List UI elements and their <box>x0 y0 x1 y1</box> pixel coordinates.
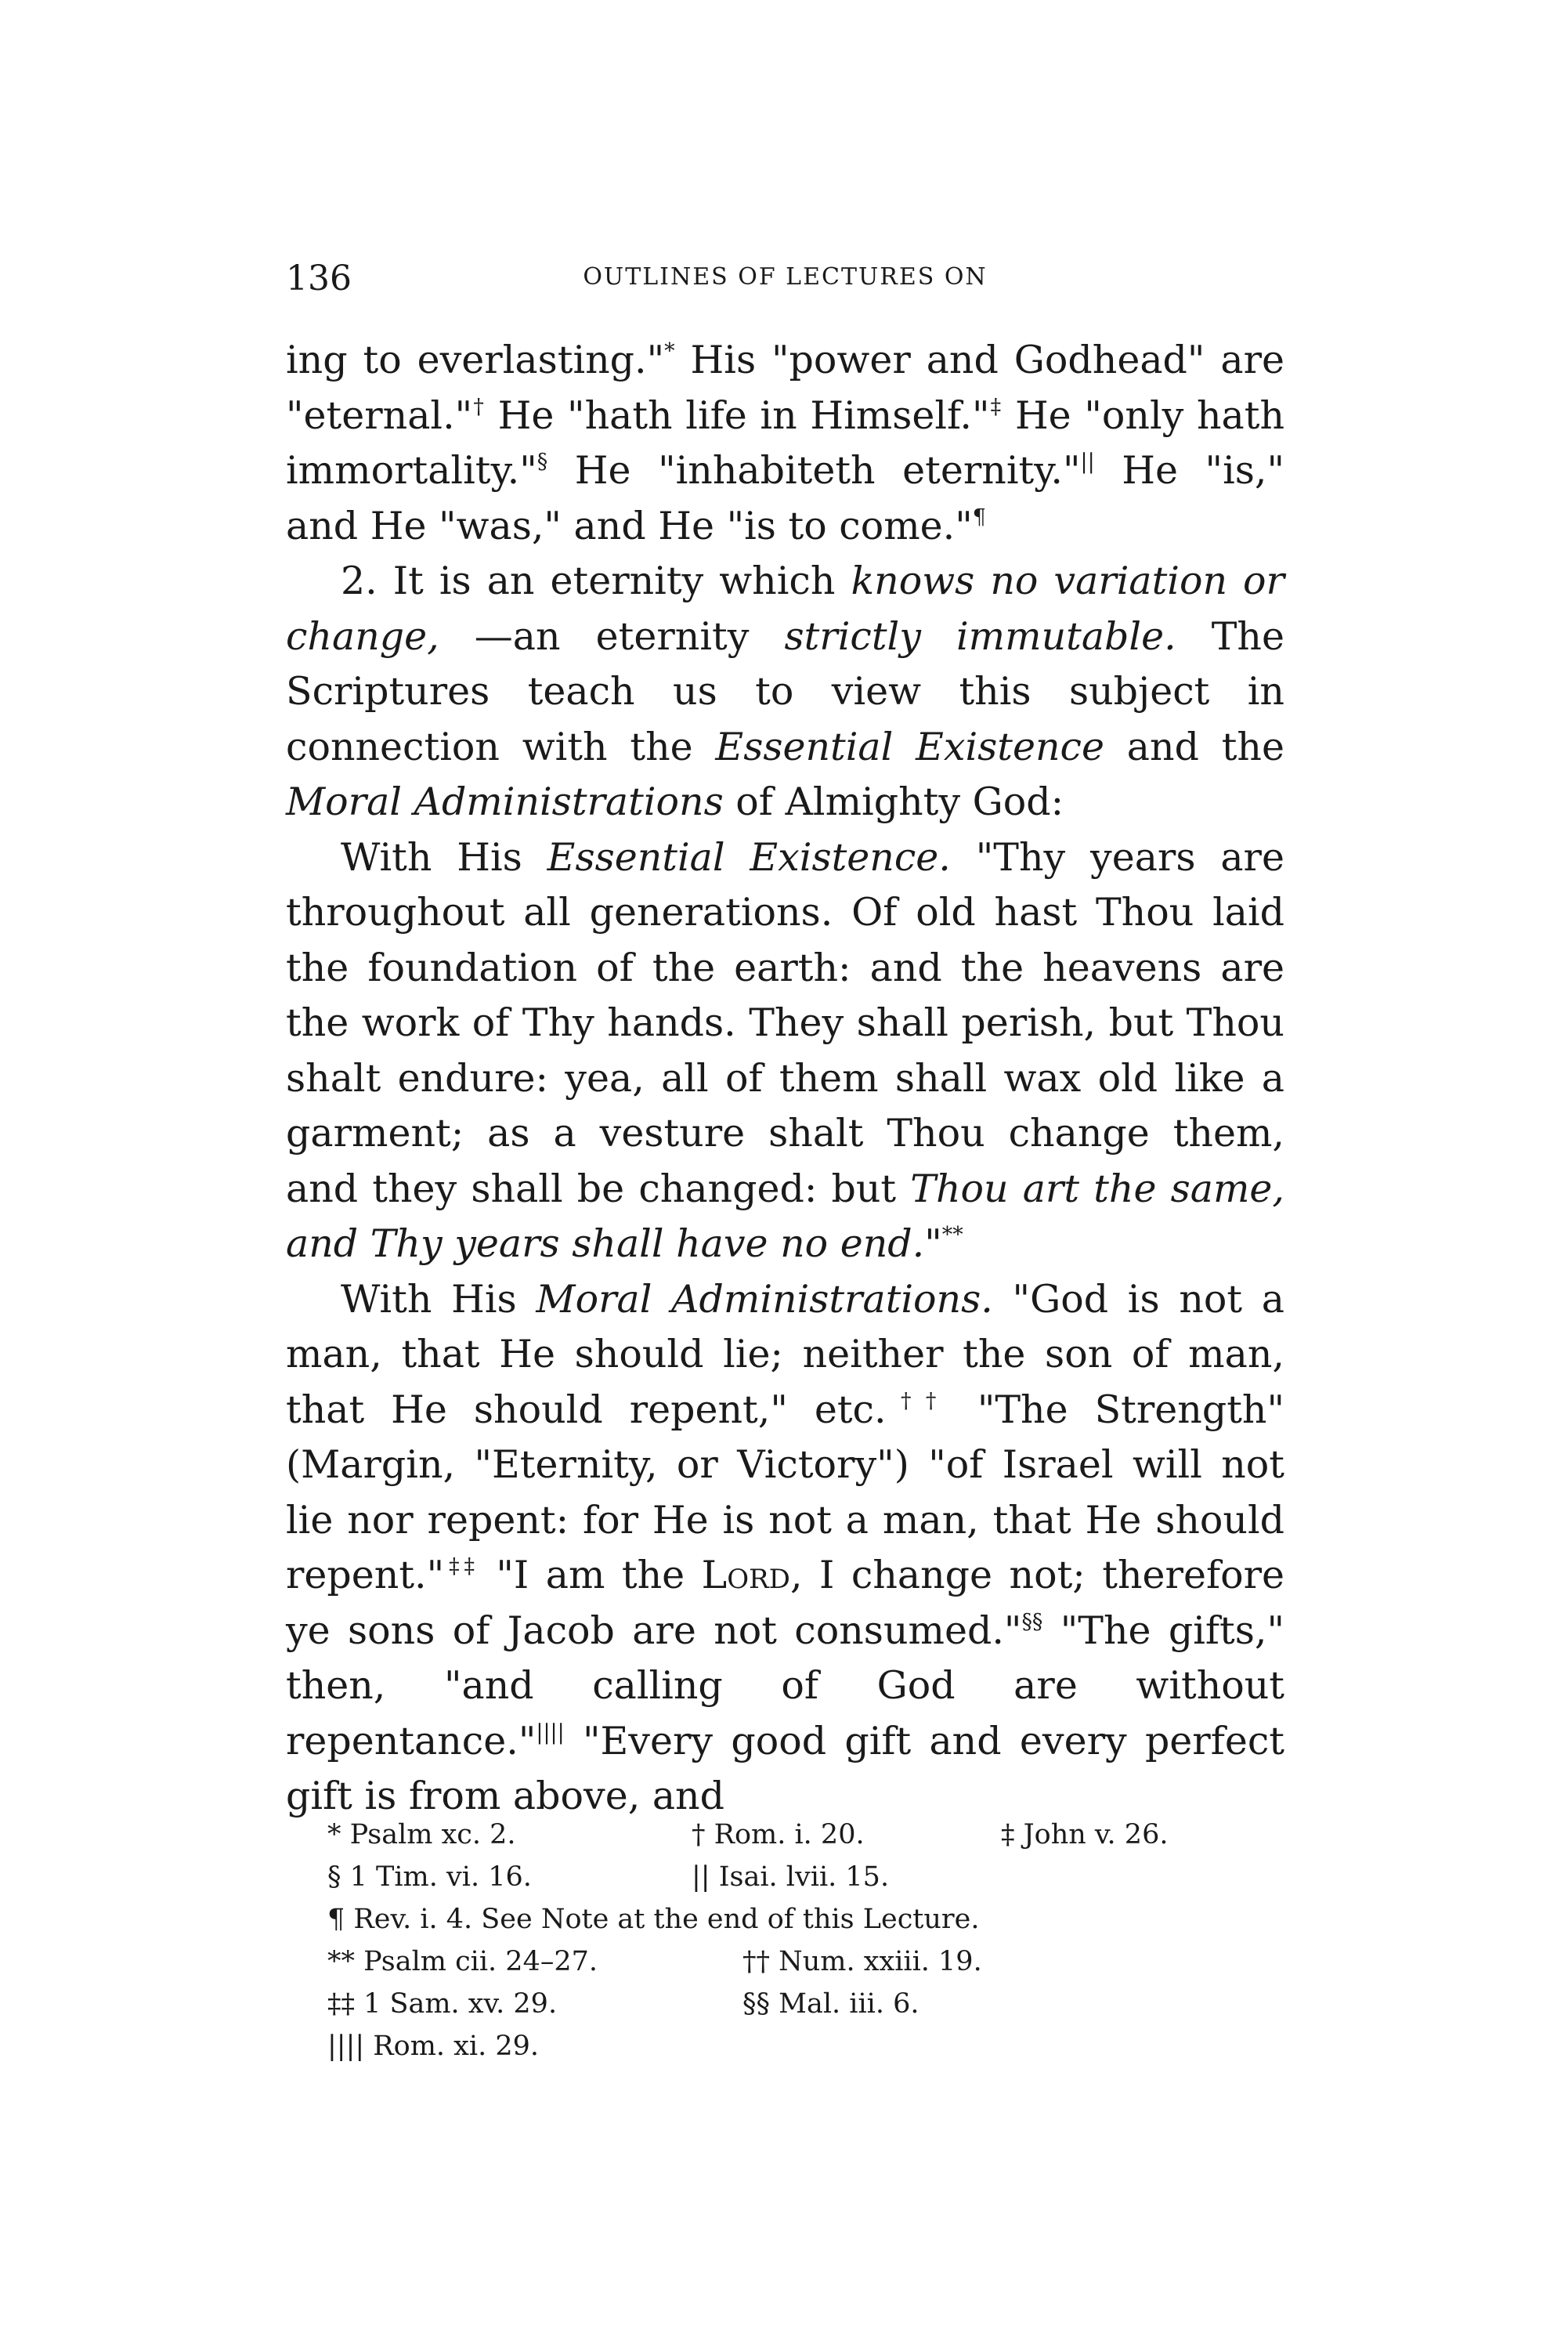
footnote-row <box>327 1856 1267 1898</box>
page-number: 136 <box>286 259 352 298</box>
footnote-row <box>327 2025 1267 2067</box>
paragraph-2: 2. It is an eternity which knows no variation or change, —an eternity strictly immutable. The Scriptures teach us to view this subject in connection with the Essential Existence and the Moral Administrations of Almighty God: <box>286 559 1284 824</box>
footnote-row <box>327 1940 1267 1983</box>
footnote-row <box>327 1814 1267 1856</box>
footnote: ‡ John v. 26. <box>1001 1819 1169 1850</box>
footnote: ‡‡ 1 Sam. xv. 29. <box>327 1988 558 2020</box>
footnote-marker: §§ <box>1021 1609 1043 1634</box>
footnote: § 1 Tim. vi. 16. <box>327 1861 532 1893</box>
page-header <box>286 259 1284 306</box>
footnote-marker: †† <box>886 1388 951 1413</box>
footnote-marker: ** <box>941 1223 963 1248</box>
footnote: ** Psalm cii. 24–27. <box>327 1946 598 1977</box>
paragraph-4: With His Moral Administrations. "God is not a man, that He should lie; neither the son of man, that He should repent," etc.†† "The Strength" (Margin, "Eternity, or Victory") "of Israel will not lie nor repent: for He is not a man, that He should repent."‡‡ "I am the Lord, I change not; therefore ye sons of Jacob are not consumed."§§ "The gifts," then, "and calling of God are without repentance."|||| "Every good gift and every perfect gift is from above, and <box>286 1276 1285 1818</box>
footnote-marker: § <box>537 450 548 475</box>
footnote-marker: |||| <box>536 1720 565 1745</box>
footnote-marker: || <box>1080 450 1095 475</box>
footnote: || Isai. lvii. 15. <box>692 1861 890 1893</box>
footnote: |||| Rom. xi. 29. <box>327 2031 540 2062</box>
paragraph-1: ing to everlasting."* His "power and Godhead" are "eternal."† He "hath life in Himself."‡ He "only hath immortality."§ He "inhabiteth eternity."|| He "is," and He "was," and He "is to come."¶ <box>286 338 1285 548</box>
paragraph-3: With His Essential Existence. "Thy years are throughout all generations. Of old hast Thou laid the foundation of the earth: and the heavens are the work of Thy hands. They shall perish, but Thou shalt endure: yea, all of them shall wax old like a garment; as a vesture shalt Thou change them, and they shall be changed: but Thou art the same, and Thy years shall have no end."** <box>286 834 1285 1266</box>
footnote: ¶ Rev. i. 4. See Note at the end of this Lecture. <box>327 1904 980 1935</box>
footnote: † Rom. i. 20. <box>692 1819 865 1850</box>
footnote-marker: * <box>664 339 675 364</box>
footnote-row <box>327 1898 1267 1940</box>
footnote-row <box>327 1983 1267 2025</box>
footnote: * Psalm xc. 2. <box>327 1819 516 1850</box>
footnote-marker: ¶ <box>972 505 986 530</box>
footnote-marker: † <box>472 394 485 419</box>
footnote: §§ Mal. iii. 6. <box>742 1988 919 2020</box>
body-text <box>286 333 1284 1825</box>
footnotes <box>327 1814 1267 2067</box>
footnote: †† Num. xxiii. 19. <box>742 1946 982 1977</box>
footnote-marker: ‡‡ <box>444 1554 479 1579</box>
running-head: OUTLINES OF LECTURES ON <box>583 263 988 291</box>
footnote-marker: ‡ <box>989 394 1003 419</box>
